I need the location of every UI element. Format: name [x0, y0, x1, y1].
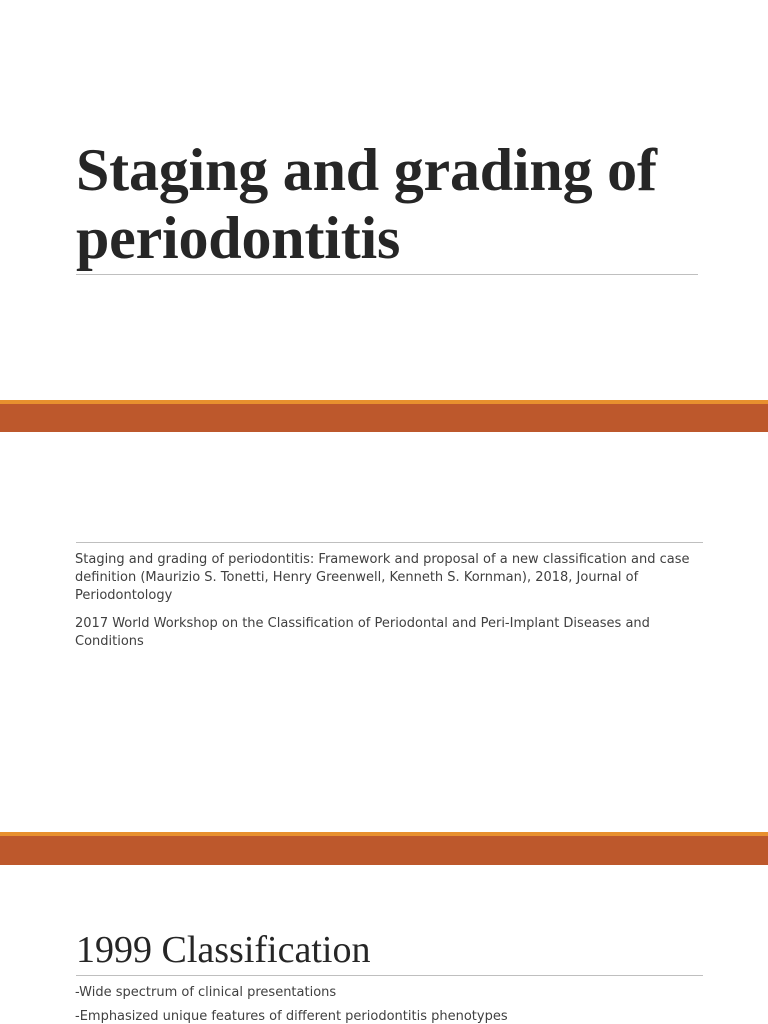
- bullet-item: -Emphasized unique features of different periodontitis phenotypes: [75, 1009, 508, 1024]
- reference-list: [75, 551, 705, 661]
- heading-underline: [76, 975, 703, 976]
- bullet-list: [75, 984, 715, 1024]
- title-slide: [0, 0, 768, 400]
- slide-divider-band: [0, 832, 768, 865]
- reference-item: Staging and grading of periodontitis: Framework and proposal of a new classification and case definition (Maurizio S. Tonetti, Henry Greenwell, Kenneth S. Kornman), 2018, Journal of Periodontology: [75, 552, 690, 603]
- slide-heading: 1999 Classification: [76, 929, 371, 971]
- slide-title: Staging and grading of periodontitis: [76, 137, 657, 271]
- title-underline: [76, 274, 698, 275]
- reference-slide: [0, 432, 768, 832]
- bullet-item: -Wide spectrum of clinical presentations: [75, 985, 337, 1000]
- reference-item: 2017 World Workshop on the Classification of Periodontal and Peri-Implant Diseases and Conditions: [75, 616, 650, 649]
- reference-rule: [76, 542, 703, 543]
- divider-fill: [0, 404, 768, 432]
- divider-fill: [0, 836, 768, 865]
- classification-slide: [0, 865, 768, 1024]
- slide-divider-band: [0, 400, 768, 432]
